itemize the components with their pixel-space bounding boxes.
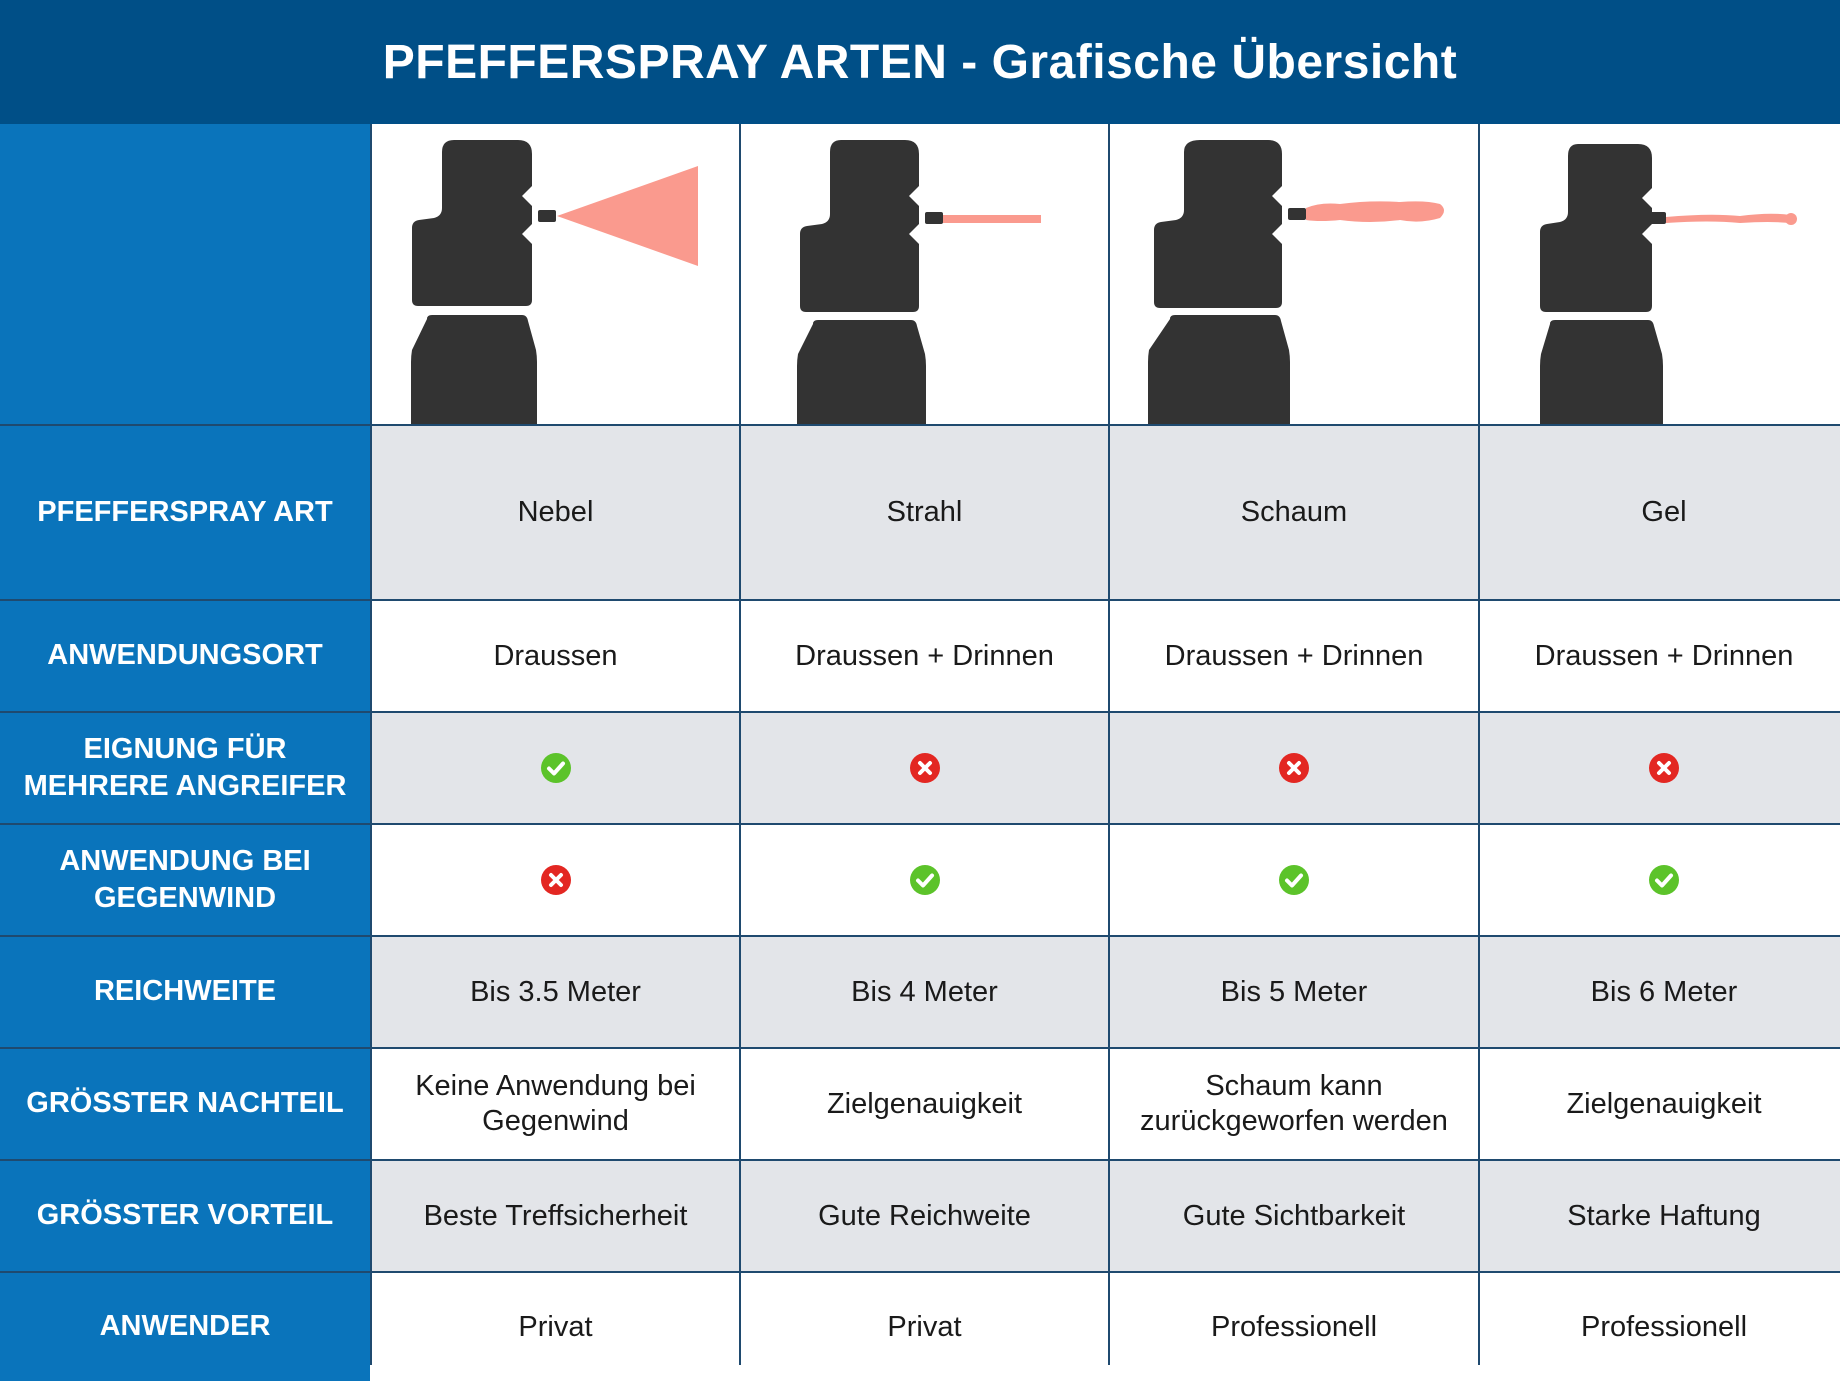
cell-line: Keine Anwendung bei bbox=[415, 1070, 696, 1103]
cross-icon bbox=[1648, 752, 1680, 784]
anwender-cell: Privat bbox=[372, 1273, 739, 1381]
spray-gel-icon bbox=[1480, 124, 1840, 424]
gegenwind-cell bbox=[1480, 825, 1840, 935]
eignung-cell bbox=[372, 713, 739, 823]
spray-stream-icon bbox=[741, 124, 1108, 424]
eignung-cell bbox=[1480, 713, 1840, 823]
spray-foam-icon bbox=[1110, 124, 1478, 424]
cell-line: Gegenwind bbox=[482, 1105, 629, 1137]
check-icon bbox=[1278, 864, 1310, 896]
check-icon bbox=[540, 752, 572, 784]
vorteil-cell: Gute Sichtbarkeit bbox=[1110, 1161, 1478, 1271]
row-label-anwender: ANWENDER bbox=[0, 1273, 370, 1381]
row-label-line: ANWENDUNG BEI bbox=[59, 844, 311, 877]
eignung-cell bbox=[1110, 713, 1478, 823]
vorteil-cell: Beste Treffsicherheit bbox=[372, 1161, 739, 1271]
spray-cone-icon bbox=[372, 124, 739, 424]
row-label-line: MEHRERE ANGREIFER bbox=[23, 770, 347, 802]
row-label-line: GEGENWIND bbox=[93, 882, 277, 914]
reichweite-cell: Bis 4 Meter bbox=[741, 937, 1108, 1047]
anwender-cell: Professionell bbox=[1110, 1273, 1478, 1381]
row-label-eignung bbox=[0, 713, 370, 823]
art-cell: Nebel bbox=[372, 426, 739, 599]
nachteil-cell bbox=[1480, 1049, 1840, 1159]
cell-line: Zielgenauigkeit bbox=[826, 1087, 1023, 1120]
ort-cell: Draussen + Drinnen bbox=[741, 601, 1108, 711]
gegenwind-cell bbox=[741, 825, 1108, 935]
row-label-anwendungsort: ANWENDUNGSORT bbox=[0, 601, 370, 711]
check-icon bbox=[1648, 864, 1680, 896]
ort-cell: Draussen + Drinnen bbox=[1110, 601, 1478, 711]
cell-line: Schaum kann bbox=[1205, 1070, 1383, 1103]
gel-illustration bbox=[1480, 124, 1840, 424]
cross-icon bbox=[1278, 752, 1310, 784]
cross-icon bbox=[909, 752, 941, 784]
cell-line: Zielgenauigkeit bbox=[1566, 1087, 1762, 1120]
gegenwind-cell bbox=[1110, 825, 1478, 935]
corner-cell bbox=[0, 124, 370, 424]
row-label-line: EIGNUNG FÜR bbox=[83, 732, 287, 765]
reichweite-cell: Bis 3.5 Meter bbox=[372, 937, 739, 1047]
anwender-cell: Privat bbox=[741, 1273, 1108, 1381]
reichweite-cell: Bis 5 Meter bbox=[1110, 937, 1478, 1047]
row-label-reichweite: REICHWEITE bbox=[0, 937, 370, 1047]
ort-cell: Draussen bbox=[372, 601, 739, 711]
cell-line: zurückgeworfen werden bbox=[1140, 1105, 1448, 1137]
row-label-art: PFEFFERSPRAY ART bbox=[0, 426, 370, 599]
nachteil-cell bbox=[741, 1049, 1108, 1159]
nebel-illustration bbox=[372, 124, 739, 424]
nachteil-cell bbox=[372, 1049, 739, 1159]
row-label-nachteil: GRÖSSTER NACHTEIL bbox=[0, 1049, 370, 1159]
row-label-gegenwind bbox=[0, 825, 370, 935]
anwender-cell: Professionell bbox=[1480, 1273, 1840, 1381]
eignung-cell bbox=[741, 713, 1108, 823]
vorteil-cell: Starke Haftung bbox=[1480, 1161, 1840, 1271]
gegenwind-cell bbox=[372, 825, 739, 935]
comparison-table bbox=[0, 124, 1840, 1365]
check-icon bbox=[909, 864, 941, 896]
art-cell: Schaum bbox=[1110, 426, 1478, 599]
reichweite-cell: Bis 6 Meter bbox=[1480, 937, 1840, 1047]
vorteil-cell: Gute Reichweite bbox=[741, 1161, 1108, 1271]
nachteil-cell bbox=[1110, 1049, 1478, 1159]
row-label-vorteil: GRÖSSTER VORTEIL bbox=[0, 1161, 370, 1271]
art-cell: Gel bbox=[1480, 426, 1840, 599]
strahl-illustration bbox=[741, 124, 1108, 424]
page-title: PFEFFERSPRAY ARTEN - Grafische Übersicht bbox=[0, 0, 1840, 124]
art-cell: Strahl bbox=[741, 426, 1108, 599]
schaum-illustration bbox=[1110, 124, 1478, 424]
cross-icon bbox=[540, 864, 572, 896]
ort-cell: Draussen + Drinnen bbox=[1480, 601, 1840, 711]
